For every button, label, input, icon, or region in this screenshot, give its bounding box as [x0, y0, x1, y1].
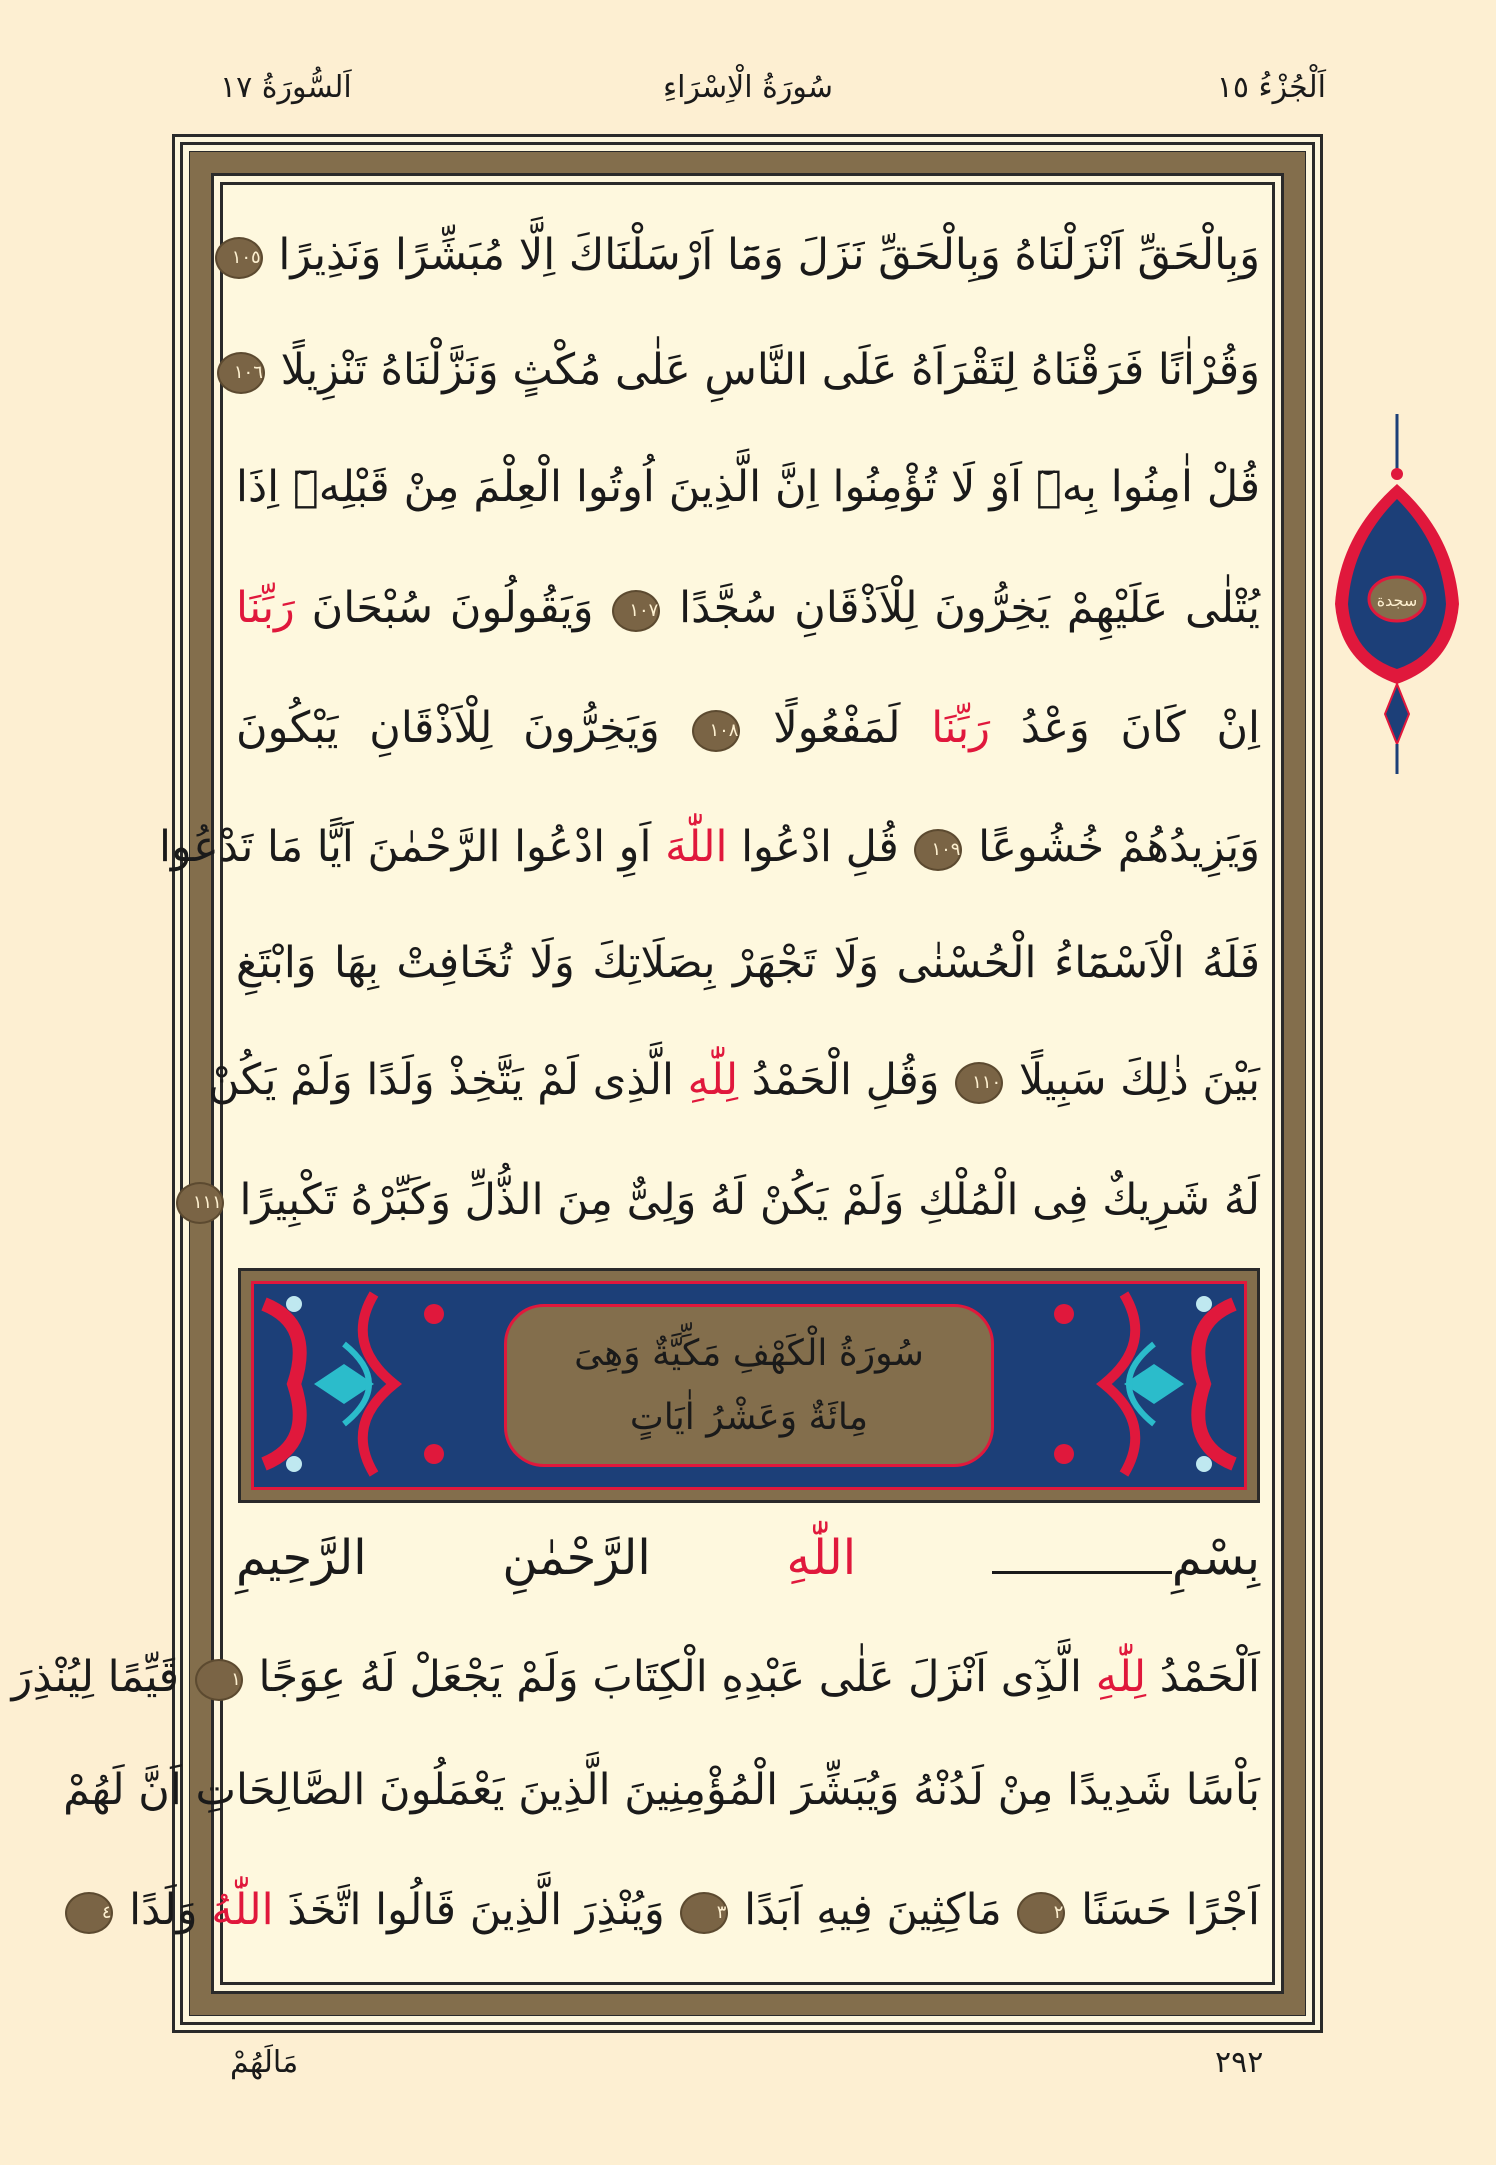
verse-text: قُلْ اٰمِنُوا بِهٖٓ اَوْ لَا تُؤْمِنُوا اِنَّ الَّذِينَ اُوتُوا الْعِلْمَ مِنْ قَبْلِهٖٓ اِذَا: [236, 462, 1260, 512]
ayah-number-marker: ١١١: [178, 1184, 222, 1222]
banner-line-1: سُورَةُ الْكَهْفِ مَكِّيَّةٌ وَهِىَ: [574, 1332, 924, 1374]
surah-number-label: اَلسُّورَةُ ١٧: [220, 70, 352, 105]
verse-text: اَوِ ادْعُوا الرَّحْمٰنَ اَيًّا مَا تَدْعُوا: [158, 822, 652, 872]
surah-title: سُورَةُ الْاِسْرَاءِ: [663, 70, 833, 105]
verse-line: [236, 578, 1260, 642]
ayah-number-marker: ١٠٧: [614, 592, 658, 630]
basmala-word: الرَّحِيمِ: [236, 1530, 367, 1586]
verse-line: [231, 225, 1260, 289]
ayah-number-marker: ٢: [1019, 1894, 1063, 1932]
verse-text: وَقُرْاٰنًا فَرَقْنَاهُ لِتَقْرَاَهُ عَلَى النَّاسِ عَلٰى مُكْثٍ وَنَزَّلْنَاهُ تَنْزِيلًا: [280, 345, 1260, 395]
verse-line: [233, 340, 1260, 404]
verse-line: [208, 1050, 1260, 1114]
ayah-number-marker: ١٠٩: [916, 831, 960, 869]
verse-text: وَيَزِيدُهُمْ خُشُوعًا: [978, 822, 1260, 872]
verse-line: [236, 698, 1260, 762]
verse-text: فَلَهُ الْاَسْمَٓاءُ الْحُسْنٰى وَلَا تَجْهَرْ بِصَلَاتِكَ وَلَا تُخَافِتْ بِهَا وَابْتَغِ: [236, 938, 1260, 988]
divine-name-text: اللّٰهَ: [665, 822, 728, 872]
basmala-word: بِسْمِ: [1171, 1530, 1260, 1586]
verse-text: اَلْحَمْدُ: [1159, 1652, 1260, 1702]
verse-text: بَاْسًا شَدِيدًا مِنْ لَدُنْهُ وَيُبَشِّرَ الْمُؤْمِنِينَ الَّذِينَ يَعْمَلُونَ الصَّالِحَاتِ اَنَّ لَهُمْ: [63, 1765, 1260, 1815]
verse-line: [158, 817, 1260, 881]
verse-line: [192, 1170, 1260, 1234]
divine-name-text: اللّٰهُ: [211, 1885, 274, 1935]
divine-name-text: لِلّٰهِ: [687, 1055, 739, 1105]
ayah-number-marker: ١١٠: [957, 1064, 1001, 1102]
verse-line: [101, 1880, 1260, 1944]
verse-text: الَّذِى لَمْ يَتَّخِذْ وَلَدًا وَلَمْ يَكُنْ: [208, 1055, 674, 1105]
verse-text: وَقُلِ الْحَمْدُ: [751, 1055, 940, 1105]
verse-text: بَيْنَ ذٰلِكَ سَبِيلًا: [1018, 1055, 1260, 1105]
banner-line-2: مِائَةٌ وَعَشْرُ اٰيَاتٍ: [629, 1396, 869, 1438]
verse-line: [11, 1647, 1260, 1711]
ayah-number-marker: ١: [197, 1661, 241, 1699]
verse-text: يُتْلٰى عَلَيْهِمْ يَخِرُّونَ لِلْاَذْقَانِ سُجَّدًا: [679, 583, 1261, 633]
verse-text: قُلِ ادْعُوا: [741, 822, 899, 872]
ayah-number-marker: ١٠٦: [219, 354, 263, 392]
sajda-label: سجدة: [1376, 591, 1418, 610]
banner-text-panel: [504, 1304, 994, 1467]
divine-name-text: رَبِّنَا: [236, 583, 295, 633]
ayah-number-marker: ١٠٥: [217, 239, 261, 277]
verse-text: قَيِّمًا لِيُنْذِرَ: [11, 1652, 180, 1702]
verse-line: [236, 933, 1260, 997]
verse-text: وَيَقُولُونَ سُبْحَانَ: [311, 583, 594, 633]
divine-name-text: لِلّٰهِ: [1095, 1652, 1147, 1702]
verse-text: اِنْ كَانَ وَعْدُ: [1020, 703, 1260, 753]
verse-line: [236, 457, 1260, 521]
verse-line: [63, 1760, 1260, 1824]
floral-ornament-icon: [1024, 1284, 1244, 1484]
verse-text: وَلَدًا: [129, 1885, 198, 1935]
sajda-medallion-icon: [1330, 414, 1464, 774]
verse-text: لَمَفْعُولًا: [773, 703, 901, 753]
ayah-number-marker: ١٠٨: [694, 712, 738, 750]
basmala-word: الرَّحْمٰنِ: [502, 1530, 651, 1586]
basmala-word: اللّٰهِ: [786, 1530, 857, 1586]
juz-label: اَلْجُزْءُ ١٥: [1216, 70, 1326, 105]
surah-header-banner: [238, 1268, 1260, 1503]
verse-text: مَاكِثِينَ فِيهِ اَبَدًا: [744, 1885, 1002, 1935]
verse-text: الَّذِٓى اَنْزَلَ عَلٰى عَبْدِهِ الْكِتَابَ وَلَمْ يَجْعَلْ لَهُ عِوَجًا: [258, 1652, 1083, 1702]
verse-text: وَبِالْحَقِّ اَنْزَلْنَاهُ وَبِالْحَقِّ نَزَلَ وَمَٓا اَرْسَلْنَاكَ اِلَّا مُبَشِّرًا وَنَذِيرًا: [278, 230, 1260, 280]
divine-name-text: رَبِّنَا: [931, 703, 991, 753]
verse-text: وَيَخِرُّونَ لِلْاَذْقَانِ يَبْكُونَ: [236, 703, 660, 753]
ayah-number-marker: ٤: [67, 1894, 111, 1932]
verse-text: وَيُنْذِرَ الَّذِينَ قَالُوا اتَّخَذَ: [287, 1885, 665, 1935]
basmala: [236, 1530, 1260, 1586]
verse-text: لَهُ شَرِيكٌ فِى الْمُلْكِ وَلَمْ يَكُنْ لَهُ وَلِىٌّ مِنَ الذُّلِّ وَكَبِّرْهُ تَكْبِيرًا: [239, 1175, 1260, 1225]
catchword: مَالَهُمْ: [230, 2045, 299, 2080]
verse-text: اَجْرًا حَسَنًا: [1081, 1885, 1260, 1935]
floral-ornament-icon: [254, 1284, 474, 1484]
page-number: ٢٩٢: [1215, 2045, 1264, 2080]
ayah-number-marker: ٣: [682, 1894, 726, 1932]
